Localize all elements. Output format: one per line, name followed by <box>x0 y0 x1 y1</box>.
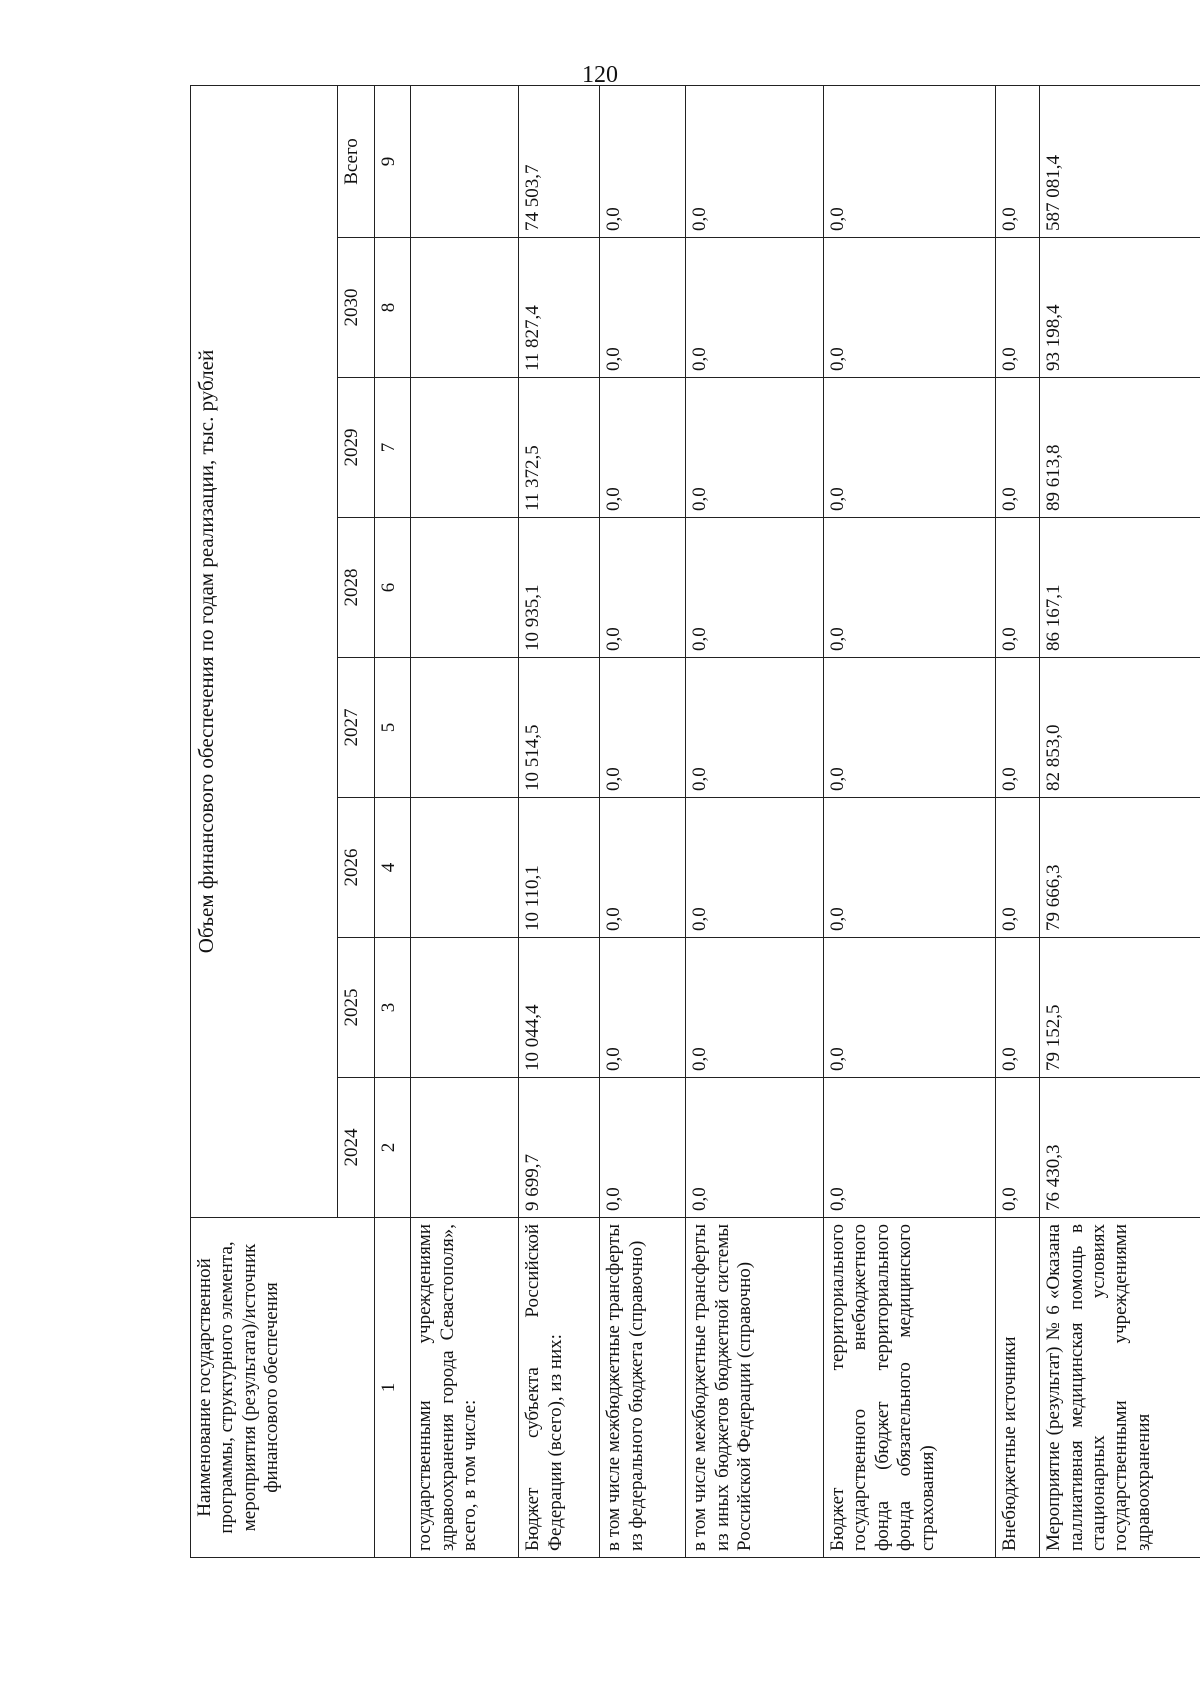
header-column-number: 5 <box>375 658 411 798</box>
header-column-number: 1 <box>375 1218 411 1558</box>
value-cell: 89 613,8 <box>1040 378 1200 518</box>
rotated-table-wrapper <box>190 126 1200 1558</box>
value-cell: 0,0 <box>686 658 824 798</box>
table-row <box>824 85 996 1557</box>
value-cell: 0,0 <box>995 798 1039 938</box>
total-cell: 0,0 <box>824 85 996 237</box>
value-cell: 0,0 <box>600 238 686 378</box>
total-cell: 0,0 <box>600 85 686 237</box>
header-total: Всего <box>338 85 375 237</box>
value-cell <box>411 518 519 658</box>
value-cell: 0,0 <box>686 238 824 378</box>
value-cell: 0,0 <box>995 658 1039 798</box>
value-cell: 82 853,0 <box>1040 658 1200 798</box>
total-cell: 0,0 <box>686 85 824 237</box>
value-cell: 0,0 <box>600 378 686 518</box>
header-column-number: 2 <box>375 1078 411 1218</box>
financing-table <box>190 85 1200 1558</box>
value-cell: 93 198,4 <box>1040 238 1200 378</box>
value-cell: 11 827,4 <box>519 238 600 378</box>
value-cell: 0,0 <box>600 938 686 1078</box>
row-name: государственными учреждениями здравоохранения города Севастополя», всего, в том числе: <box>411 1218 519 1558</box>
value-cell: 0,0 <box>686 518 824 658</box>
header-year: 2026 <box>338 798 375 938</box>
header-column-number: 3 <box>375 938 411 1078</box>
value-cell: 0,0 <box>686 938 824 1078</box>
header-column-number: 9 <box>375 85 411 237</box>
value-cell <box>411 1078 519 1218</box>
value-cell: 76 430,3 <box>1040 1078 1200 1218</box>
value-cell: 9 699,7 <box>519 1078 600 1218</box>
total-cell: 74 503,7 <box>519 85 600 237</box>
row-name: Бюджет территориального государственного внебюджетного фонда (бюджет территориального фонда обязательного медицинского страхования) <box>824 1218 996 1558</box>
value-cell: 0,0 <box>686 1078 824 1218</box>
value-cell: 0,0 <box>995 378 1039 518</box>
header-year: 2025 <box>338 938 375 1078</box>
row-name: Мероприятие (результат) № 6 «Оказана паллиативная медицинская помощь в стационарных условиях государственными учреждениями здравоохранения <box>1040 1218 1200 1558</box>
header-year: 2027 <box>338 658 375 798</box>
value-cell: 0,0 <box>600 1078 686 1218</box>
value-cell: 0,0 <box>686 378 824 518</box>
value-cell: 0,0 <box>600 518 686 658</box>
value-cell: 10 935,1 <box>519 518 600 658</box>
value-cell: 79 666,3 <box>1040 798 1200 938</box>
value-cell: 0,0 <box>824 238 996 378</box>
row-name: Бюджет субъекта Российской Федерации (всего), из них: <box>519 1218 600 1558</box>
row-name: Внебюджетные источники <box>995 1218 1039 1558</box>
total-cell: 0,0 <box>995 85 1039 237</box>
page-number: 120 <box>582 62 618 88</box>
value-cell: 0,0 <box>995 1078 1039 1218</box>
value-cell: 0,0 <box>824 658 996 798</box>
table-row <box>1040 85 1200 1557</box>
row-name: в том числе межбюджетные трансферты из федерального бюджета (справочно) <box>600 1218 686 1558</box>
value-cell: 10 044,4 <box>519 938 600 1078</box>
value-cell <box>411 798 519 938</box>
header-year: 2030 <box>338 238 375 378</box>
value-cell <box>411 378 519 518</box>
header-financing-group: Объем финансового обеспечения по годам реализации, тыс. рублей <box>191 85 338 1217</box>
total-cell: 587 081,4 <box>1040 85 1200 237</box>
value-cell: 0,0 <box>824 378 996 518</box>
value-cell: 86 167,1 <box>1040 518 1200 658</box>
total-cell <box>411 85 519 237</box>
value-cell: 0,0 <box>600 658 686 798</box>
table-row <box>686 85 824 1557</box>
value-cell: 0,0 <box>995 518 1039 658</box>
value-cell: 10 110,1 <box>519 798 600 938</box>
value-cell: 0,0 <box>600 798 686 938</box>
value-cell: 0,0 <box>824 518 996 658</box>
header-column-number: 6 <box>375 518 411 658</box>
value-cell: 0,0 <box>824 938 996 1078</box>
header-column-number: 4 <box>375 798 411 938</box>
value-cell: 0,0 <box>995 938 1039 1078</box>
value-cell: 10 514,5 <box>519 658 600 798</box>
value-cell: 0,0 <box>824 1078 996 1218</box>
value-cell <box>411 938 519 1078</box>
header-column-number: 8 <box>375 238 411 378</box>
table-row <box>600 85 686 1557</box>
value-cell <box>411 658 519 798</box>
value-cell: 0,0 <box>686 798 824 938</box>
header-year: 2028 <box>338 518 375 658</box>
value-cell: 79 152,5 <box>1040 938 1200 1078</box>
header-column-number: 7 <box>375 378 411 518</box>
table-row <box>995 85 1039 1557</box>
table-row <box>411 85 519 1557</box>
value-cell: 0,0 <box>824 798 996 938</box>
value-cell: 11 372,5 <box>519 378 600 518</box>
header-year: 2024 <box>338 1078 375 1218</box>
row-name: в том числе межбюджетные трансферты из иных бюджетов бюджетной системы Российской Федерации (справочно) <box>686 1218 824 1558</box>
value-cell <box>411 238 519 378</box>
header-name-column: Наименование государственной программы, структурного элемента, мероприятия (результата)/источник финансового обеспечения <box>191 1218 375 1558</box>
header-year: 2029 <box>338 378 375 518</box>
value-cell: 0,0 <box>995 238 1039 378</box>
table-row <box>519 85 600 1557</box>
